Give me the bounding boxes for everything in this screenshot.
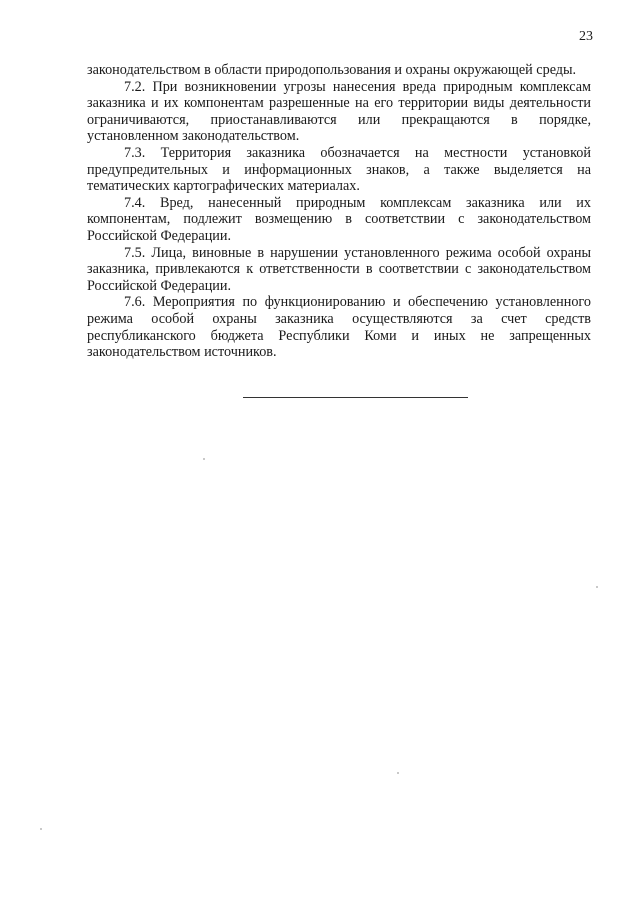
- paragraph-continuation: законодательством в области природопользования и охраны окружающей среды.: [87, 62, 577, 78]
- scan-speck: [397, 772, 399, 774]
- page-number: 23: [579, 29, 593, 44]
- scan-speck: [596, 586, 598, 588]
- paragraph-7-2: 7.2. При возникновении угрозы нанесения вреда природным комплексам заказника и их компонентам разрешенные на его территории виды деятельности ограничиваются, приостанавливаются или прекращаются в порядке, установленном законодательством.: [87, 78, 591, 145]
- paragraph-7-4: 7.4. Вред, нанесенный природным комплексам заказника или их компонентам, подлежит возмещению в соответствии с законодательством Российской Федерации.: [87, 194, 591, 244]
- paragraph-7-6: 7.6. Мероприятия по функционированию и обеспечению установленного режима особой охраны заказника осуществляются за счет средств республиканского бюджета Республики Коми и иных не запрещенных законодательством источников.: [87, 294, 591, 361]
- document-body: [87, 62, 591, 361]
- scan-speck: [40, 828, 42, 830]
- scan-speck: [203, 458, 205, 460]
- end-of-document-rule: [243, 397, 468, 398]
- paragraph-7-5: 7.5. Лица, виновные в нарушении установленного режима особой охраны заказника, привлекаются к ответственности в соответствии с законодательством Российской Федерации.: [87, 244, 591, 294]
- paragraph-7-3: 7.3. Территория заказника обозначается на местности установкой предупредительных и информационных знаков, а также выделяется на тематических картографических материалах.: [87, 144, 591, 195]
